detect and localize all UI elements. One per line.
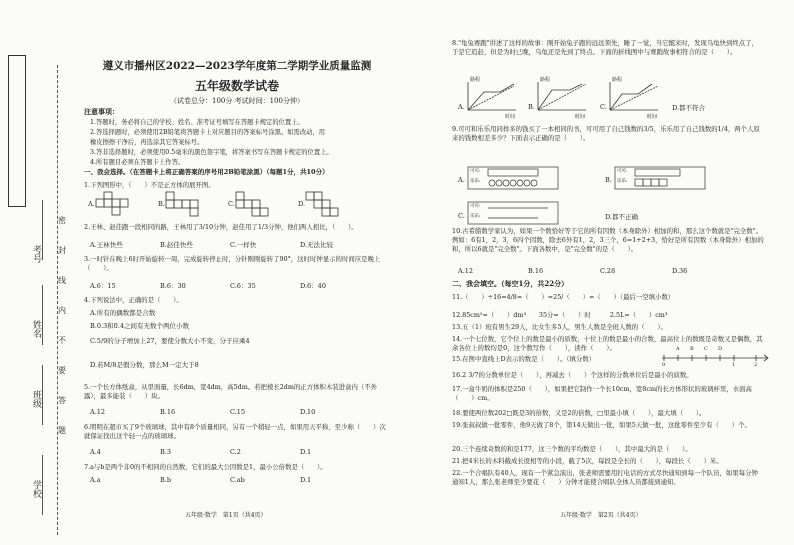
- q9-option-b: B.: [605, 176, 612, 184]
- q8-option-a: A.: [458, 103, 465, 111]
- class-line: [42, 365, 43, 425]
- exam-id-label: 考号: [31, 245, 41, 263]
- q8-a-x-label: 时间: [505, 114, 516, 120]
- question-20: 20.三个连续奇数的和是177，这三个数的平均数是（ ），其中最大的是（ ）。: [452, 445, 692, 453]
- q2-option-a: A.王林快些: [90, 241, 123, 249]
- q8-c-y-label: 路程: [612, 77, 623, 83]
- question-19: 19.张叔叔做一批零件，他9天做了8个，第14天做出一批，如果5天做一批，这批零件至少有（ ）个。: [452, 421, 751, 429]
- q1-net-b: [166, 192, 210, 216]
- question-10: 10.古希腊数学家认为，如果一个数恰好等于它的所有因数（本身除外）相加的和，那么这个数就是"完全数"。例如：6有1，2，3，6四个因数，除去6外有1，2，3三个，6=1+2+3，恰好是所有因数（本身除外）相加的和，所以6就是"完全数"。下面各数中，是"完全数"的是（ ）。: [452, 227, 764, 253]
- question-21: 21.把4米长的木料截成长度相等的小段，截了5次，每段是全长的（ ），每段长（ ）米。: [452, 457, 723, 465]
- notice-heading: 注意事项：: [84, 107, 119, 116]
- q5-option-d: D.10: [300, 408, 316, 416]
- section-fill-heading: 二、我会填空。（每空1分，共22分）: [452, 279, 569, 288]
- q2-option-c: C.一样快: [230, 241, 257, 249]
- q3-option-a: A.6：15: [90, 282, 116, 290]
- question-17: 17.一盒牛奶的体积是250（ ），如果把它制作一个长10cm，宽8cm的长方体形状的玻璃杯里，水面高（ ）cm。: [452, 385, 752, 402]
- q4-option-c: C.5/9的分子增加上27，要使分数大小不变，分子应乘4: [90, 337, 250, 345]
- question-2: 2.王林、赵佳跑一段相同的路，王林用了3/10分钟，赵佳用了1/3分钟，他们两人相比，（ ）。: [84, 223, 358, 231]
- q9-diagram-b: [615, 167, 707, 189]
- q1-option-b: B.: [158, 200, 165, 208]
- q8-b-y-label: 路程: [540, 77, 551, 83]
- q5-option-b: B.16: [160, 408, 176, 416]
- notice-item: 橡皮擦擦干净后，再选涂其它答案标号。: [90, 139, 204, 146]
- q1-option-c: C.: [228, 200, 235, 208]
- q9-a-lele: 乐乐:: [470, 179, 481, 184]
- exam-id-line: [42, 200, 43, 260]
- numberline-label-a: A: [676, 346, 680, 352]
- binding-dashed-line: [57, 65, 58, 535]
- school-label: 学校: [31, 480, 41, 498]
- page-footer-right: 五年级·数学 第2页（共4页）: [560, 512, 642, 519]
- seal-char: 内: [58, 306, 66, 315]
- q8-a-y-label: 路程: [470, 77, 481, 83]
- name-label: 姓名: [31, 320, 41, 338]
- seal-char: 线: [58, 276, 66, 285]
- q9-c-lele: 乐乐:: [470, 214, 481, 219]
- binding-label-box: [8, 55, 26, 207]
- question-1: 1.下列图形中，（ ）不是正方体的展开图。: [84, 181, 215, 189]
- question-15: 15.在图中直线上D表示的数是（ ）。（填分数）: [452, 355, 596, 363]
- question-9: 9.可可和乐乐用同样多的钱买了一本相同的书，可可用了自己钱数的3/5，乐乐用了自己钱数的1/4，两个人原来的钱数相差多少？下面表示正确的是（ ）。: [452, 125, 760, 142]
- q6-option-c: C.2: [230, 448, 241, 456]
- question-13: 13.五（1）班有男生29人，比女生多5人，男生人数是全班人数的（ ）。: [452, 323, 667, 331]
- q4-option-a: A.所有的偶数都是合数: [90, 309, 156, 317]
- q9-option-a: A.: [458, 176, 465, 184]
- exam-title-line1: 遵义市播州区2022—2023学年度第二学期学业质量监测: [102, 60, 372, 72]
- question-7: 7.a与b是两个非0的不相同的自然数，它们的最大公因数是1，最小公倍数是（ ）。: [84, 463, 327, 471]
- q3-option-c: C.6：35: [230, 282, 256, 290]
- numberline-label-2: 2: [754, 362, 758, 368]
- q8-c-x-label: 时间: [647, 114, 658, 120]
- q9-option-d: D.都不正确: [605, 213, 639, 221]
- q4-option-b: B.0.3和0.4之间有无数个两位小数: [90, 322, 190, 330]
- q9-a-keke: 可可:: [470, 169, 481, 174]
- name-line: [42, 285, 43, 345]
- q10-option-c: C.28: [600, 267, 616, 275]
- question-22: 22.一个合唱队有40人，现有一个紧急演出，张老师需要用打电话的方式尽快通知到每一个队员，如果每分钟通知1人，那么张老师至少要花（ ）分钟才能使合唱队全体人员都接到通知。: [452, 469, 758, 486]
- notice-item: 2.答选择题时，必须使用2B铅笔将答题卡上对应题目的答案标号涂黑。如需改动，用: [90, 129, 326, 136]
- numberline-label-1: 1: [732, 362, 736, 368]
- q7-option-b: B.b: [160, 476, 172, 484]
- q9-b-lele: 乐乐:: [617, 179, 628, 184]
- question-18: 18.要使两位数202□既是3的倍数，又是2的倍数，□里最小填（ ），最大填（ ）。: [452, 409, 706, 417]
- question-6: 6.明明在超市买了9个玻璃球，其中有8个质量相同，另有一个稍轻一点，如果用天平称，至少称（ ）次就保证找出这个轻一点的玻璃球。: [84, 423, 386, 440]
- q8-b-x-label: 时间: [575, 114, 586, 120]
- notice-item: 3.答非选择题时，必须使用0.5毫米的黑色签字笔，将答案书写在答题卡规定的位置上。: [90, 149, 333, 156]
- numberline-label-0: 0: [662, 362, 666, 368]
- seal-char: 不: [58, 336, 66, 345]
- q3-option-d: D.6：40: [300, 282, 326, 290]
- q9-b-keke: 可可:: [617, 169, 628, 174]
- q7-option-c: C.ab: [230, 476, 245, 484]
- question-3: 3.一时针在晚上6时开始旋转一周，完成旋转停止时，分针刚刚旋转了90°，这时时钟显示的时间应是晚上（ ）。: [84, 255, 381, 272]
- numberline-label-c: C: [704, 346, 708, 352]
- notice-item: 1.答题时，务必将自己的学校、姓名、准考证号填写在答题卡规定的位置上。: [90, 119, 304, 126]
- q3-option-b: B.6：30: [160, 282, 186, 290]
- exam-title-line2: 五年级数学试卷: [194, 79, 279, 93]
- q7-option-d: D.1: [300, 476, 312, 484]
- binding-strip: [0, 0, 66, 545]
- q8-option-d: D.都不符合: [672, 104, 706, 112]
- question-16: 16.2 3/7的分数单位是（ ），再减去（ ）个这样的分数单位后是最小的质数。: [452, 371, 693, 379]
- q8-chart-a: [466, 80, 518, 114]
- q8-option-b: B.: [528, 103, 535, 111]
- q5-option-c: C.15: [230, 408, 246, 416]
- q10-option-a: A.12: [458, 267, 474, 275]
- q9-c-keke: 可可:: [470, 204, 481, 209]
- q9-diagram-c: [468, 202, 560, 224]
- notice-item: 4.所有题目必须在答题卡上作答。: [90, 159, 185, 166]
- q9-diagram-a: [468, 167, 560, 189]
- q5-option-a: A.12: [90, 408, 106, 416]
- q9-option-c: C.: [458, 212, 465, 220]
- school-line: [42, 455, 43, 515]
- question-5: 5.一个长方体纸盒，从里面量，长6dm，宽4dm，高5dm。若把棱长2dm的正方体积木装进盒内（不外露），最多能装（ ）块。: [84, 383, 378, 400]
- q6-option-d: D.1: [300, 448, 312, 456]
- exam-meta: （试卷总分：100分 考试时间：100分钟）: [170, 97, 304, 105]
- question-4: 4.下列说法中，正确的是（ ）。: [84, 296, 183, 304]
- q10-option-b: B.16: [528, 267, 544, 275]
- q8-chart-b: [536, 80, 588, 114]
- seal-char: 要: [58, 366, 66, 375]
- q1-option-a: A.: [88, 200, 95, 208]
- q6-option-a: A.4: [90, 448, 101, 456]
- q8-option-c: C.: [600, 103, 607, 111]
- numberline-label-b: B: [690, 346, 694, 352]
- numberline-label-d: D: [718, 346, 723, 352]
- q1-option-d: D.: [298, 200, 306, 208]
- page-footer-left: 五年级·数学 第1页（共4页）: [185, 512, 267, 519]
- question-12: 12.85cm³=（ ）dm³ 35分=（ ）时 2.5L=（ ）cm³: [452, 311, 668, 319]
- seal-char: 密: [58, 216, 66, 225]
- seal-char: 答: [58, 396, 66, 405]
- q10-option-d: D.36: [672, 267, 688, 275]
- question-14: 14.一个七位数，它个位上的数是最小的质数，十位上的数是最小的合数，最高位上的数既是奇数又是偶数，其余各位上的数均是0，这个数写作（ ），读作（ ）。: [452, 335, 763, 352]
- question-11: 11.（ ）÷16=4/8=（ ）=25/（ ）=（ ）（最后一空填小数）: [452, 293, 675, 301]
- q7-option-a: A.a: [90, 476, 101, 484]
- q4-option-d: D.若M/8是假分数，那么M一定大于8: [90, 361, 199, 369]
- q1-net-d: [306, 192, 350, 216]
- q6-option-b: B.3: [160, 448, 171, 456]
- question-8: 8."龟兔赛跑"讲述了这样的故事：刚开始兔子跑的远远领先，睡了一觉，当它醒来时，发现乌龟快到终点了，于是它追赶，但是为时已晚，乌龟还是先到了终点。下面的折线图中与赛跑故事相符合的是（ ）。: [452, 39, 758, 56]
- q2-option-d: D.无法比较: [300, 241, 334, 249]
- section-choice-heading: 一、我会选择。（在答题卡上将正确答案的序号用2B铅笔涂黑）（每题1分，共10分）: [84, 168, 329, 176]
- q8-chart-c: [608, 80, 660, 114]
- q1-net-a: [96, 192, 140, 216]
- q1-net-c: [236, 192, 280, 216]
- seal-char: 题: [58, 426, 66, 435]
- class-label: 班级: [31, 390, 41, 408]
- q2-option-b: B.赵佳快些: [160, 241, 193, 249]
- seal-char: 封: [58, 246, 66, 255]
